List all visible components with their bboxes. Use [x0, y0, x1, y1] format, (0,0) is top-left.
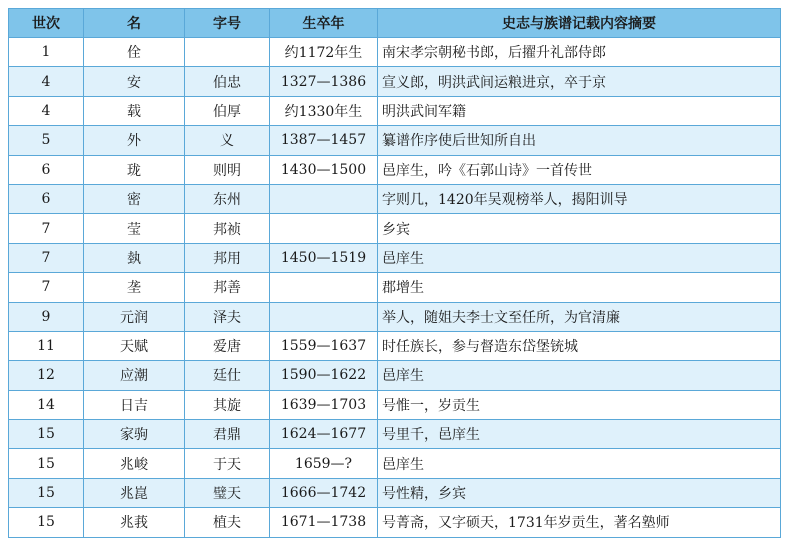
generation-cell: 15	[9, 420, 84, 449]
summary-cell: 号惟一，岁贡生	[378, 390, 781, 419]
name-cell: 天赋	[84, 331, 185, 360]
generation-cell: 7	[9, 214, 84, 243]
table-row	[9, 38, 781, 67]
generation-cell: 4	[9, 96, 84, 125]
courtesy-name-cell: 廷仕	[185, 361, 270, 390]
table-row	[9, 302, 781, 331]
life-years-cell: 1590—1622	[270, 361, 378, 390]
generation-cell: 11	[9, 331, 84, 360]
life-years-cell	[270, 214, 378, 243]
summary-cell: 邑庠生	[378, 361, 781, 390]
table-row	[9, 214, 781, 243]
table-row	[9, 478, 781, 507]
courtesy-name-cell: 于天	[185, 449, 270, 478]
name-cell: 日吉	[84, 390, 185, 419]
courtesy-name-cell: 伯忠	[185, 67, 270, 96]
summary-cell: 举人，随姐夫李士文至任所，为官清廉	[378, 302, 781, 331]
table-row	[9, 155, 781, 184]
courtesy-name-cell: 植夫	[185, 508, 270, 537]
life-years-cell: 1450—1519	[270, 243, 378, 272]
table-row	[9, 96, 781, 125]
table-row	[9, 508, 781, 537]
header-life-years: 生卒年	[270, 9, 378, 38]
summary-cell: 宣义郎，明洪武间运粮进京，卒于京	[378, 67, 781, 96]
header-courtesy-name: 字号	[185, 9, 270, 38]
courtesy-name-cell: 义	[185, 126, 270, 155]
table-row	[9, 184, 781, 213]
header-summary: 史志与族谱记载内容摘要	[378, 9, 781, 38]
courtesy-name-cell: 君鼎	[185, 420, 270, 449]
life-years-cell	[270, 184, 378, 213]
summary-cell: 纂谱作序使后世知所自出	[378, 126, 781, 155]
courtesy-name-cell: 邦祯	[185, 214, 270, 243]
table-row	[9, 126, 781, 155]
table-row	[9, 67, 781, 96]
life-years-cell: 1659—?	[270, 449, 378, 478]
generation-cell: 12	[9, 361, 84, 390]
summary-cell: 邑庠生	[378, 243, 781, 272]
name-cell: 安	[84, 67, 185, 96]
summary-cell: 邑庠生	[378, 449, 781, 478]
genealogy-table	[8, 8, 781, 538]
generation-cell: 7	[9, 273, 84, 302]
name-cell: 应潮	[84, 361, 185, 390]
life-years-cell: 1624—1677	[270, 420, 378, 449]
summary-cell: 字则几，1420年吴观榜举人，揭阳训导	[378, 184, 781, 213]
header-generation: 世次	[9, 9, 84, 38]
genealogy-table-container	[8, 8, 780, 538]
table-row	[9, 331, 781, 360]
courtesy-name-cell: 璧天	[185, 478, 270, 507]
generation-cell: 7	[9, 243, 84, 272]
name-cell: 外	[84, 126, 185, 155]
generation-cell: 4	[9, 67, 84, 96]
name-cell: 兆崑	[84, 478, 185, 507]
generation-cell: 1	[9, 38, 84, 67]
name-cell: 载	[84, 96, 185, 125]
name-cell: 元润	[84, 302, 185, 331]
generation-cell: 14	[9, 390, 84, 419]
summary-cell: 邑庠生，吟《石郭山诗》一首传世	[378, 155, 781, 184]
name-cell: 珑	[84, 155, 185, 184]
name-cell: 兆莪	[84, 508, 185, 537]
name-cell: 垄	[84, 273, 185, 302]
table-row	[9, 390, 781, 419]
summary-cell: 乡宾	[378, 214, 781, 243]
header-row	[9, 9, 781, 38]
table-row	[9, 420, 781, 449]
courtesy-name-cell	[185, 38, 270, 67]
summary-cell: 号菁斋，又字硕天，1731年岁贡生，著名塾师	[378, 508, 781, 537]
table-row	[9, 361, 781, 390]
courtesy-name-cell: 其旋	[185, 390, 270, 419]
generation-cell: 15	[9, 478, 84, 507]
life-years-cell	[270, 302, 378, 331]
generation-cell: 15	[9, 508, 84, 537]
name-cell: 兆峻	[84, 449, 185, 478]
summary-cell: 郡增生	[378, 273, 781, 302]
table-row	[9, 449, 781, 478]
life-years-cell: 1671—1738	[270, 508, 378, 537]
life-years-cell: 1639—1703	[270, 390, 378, 419]
generation-cell: 6	[9, 184, 84, 213]
life-years-cell: 1387—1457	[270, 126, 378, 155]
life-years-cell: 1327—1386	[270, 67, 378, 96]
generation-cell: 5	[9, 126, 84, 155]
name-cell: 密	[84, 184, 185, 213]
table-row	[9, 243, 781, 272]
name-cell: 佺	[84, 38, 185, 67]
courtesy-name-cell: 伯厚	[185, 96, 270, 125]
name-cell: 埶	[84, 243, 185, 272]
summary-cell: 号里千，邑庠生	[378, 420, 781, 449]
courtesy-name-cell: 则明	[185, 155, 270, 184]
courtesy-name-cell: 东州	[185, 184, 270, 213]
courtesy-name-cell: 爱唐	[185, 331, 270, 360]
courtesy-name-cell: 泽夫	[185, 302, 270, 331]
life-years-cell: 约1330年生	[270, 96, 378, 125]
table-row	[9, 273, 781, 302]
summary-cell: 时任族长，参与督造东岱堡铳城	[378, 331, 781, 360]
generation-cell: 6	[9, 155, 84, 184]
summary-cell: 号性精，乡宾	[378, 478, 781, 507]
life-years-cell: 1430—1500	[270, 155, 378, 184]
generation-cell: 9	[9, 302, 84, 331]
summary-cell: 明洪武间军籍	[378, 96, 781, 125]
summary-cell: 南宋孝宗朝秘书郎，后擢升礼部侍郎	[378, 38, 781, 67]
name-cell: 家驹	[84, 420, 185, 449]
name-cell: 莹	[84, 214, 185, 243]
table-body	[9, 38, 781, 538]
life-years-cell: 1666—1742	[270, 478, 378, 507]
generation-cell: 15	[9, 449, 84, 478]
header-name: 名	[84, 9, 185, 38]
courtesy-name-cell: 邦善	[185, 273, 270, 302]
life-years-cell: 1559—1637	[270, 331, 378, 360]
life-years-cell	[270, 273, 378, 302]
life-years-cell: 约1172年生	[270, 38, 378, 67]
courtesy-name-cell: 邦用	[185, 243, 270, 272]
